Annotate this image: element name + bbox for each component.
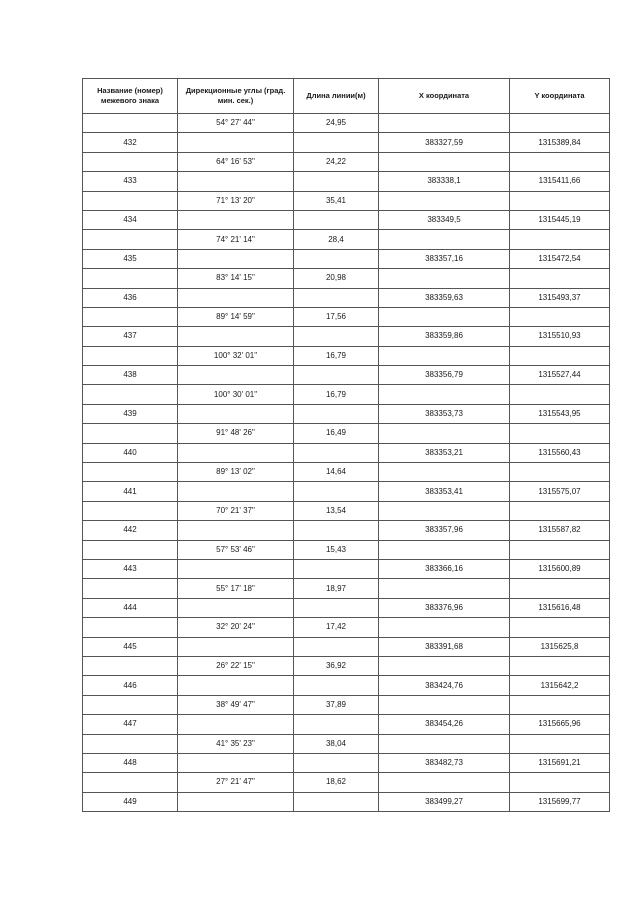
empty-cell [510, 463, 610, 482]
empty-cell [178, 792, 294, 811]
table-row-point [83, 443, 610, 462]
table-row-segment [83, 152, 610, 171]
empty-cell [510, 773, 610, 792]
empty-cell [178, 210, 294, 229]
empty-cell [83, 152, 178, 171]
empty-cell [510, 191, 610, 210]
table-row-point [83, 482, 610, 501]
x-coordinate-cell: 383353,41 [379, 482, 510, 501]
empty-cell [379, 734, 510, 753]
line-length-cell: 18,62 [294, 773, 379, 792]
empty-cell [379, 579, 510, 598]
x-coordinate-cell: 383359,63 [379, 288, 510, 307]
coordinates-table [82, 78, 610, 812]
table-row-segment [83, 385, 610, 404]
empty-cell [510, 230, 610, 249]
empty-cell [379, 618, 510, 637]
mark-name-cell: 448 [83, 753, 178, 772]
mark-name-cell: 432 [83, 133, 178, 152]
direction-angle-cell: 91° 48' 26" [178, 424, 294, 443]
table-row-segment [83, 579, 610, 598]
table-row-segment [83, 269, 610, 288]
y-coordinate-cell: 1315560,43 [510, 443, 610, 462]
empty-cell [83, 191, 178, 210]
mark-name-cell: 449 [83, 792, 178, 811]
empty-cell [83, 540, 178, 559]
empty-cell [178, 249, 294, 268]
empty-cell [510, 734, 610, 753]
empty-cell [178, 715, 294, 734]
line-length-cell: 13,54 [294, 501, 379, 520]
empty-cell [510, 501, 610, 520]
empty-cell [294, 288, 379, 307]
direction-angle-cell: 38° 49' 47" [178, 695, 294, 714]
empty-cell [379, 307, 510, 326]
table-row-segment [83, 734, 610, 753]
empty-cell [178, 559, 294, 578]
empty-cell [83, 501, 178, 520]
empty-cell [294, 559, 379, 578]
empty-cell [294, 753, 379, 772]
x-coordinate-cell: 383391,68 [379, 637, 510, 656]
empty-cell [294, 133, 379, 152]
empty-cell [178, 366, 294, 385]
x-coordinate-cell: 383482,73 [379, 753, 510, 772]
empty-cell [83, 269, 178, 288]
empty-cell [379, 114, 510, 133]
line-length-cell: 35,41 [294, 191, 379, 210]
line-length-cell: 20,98 [294, 269, 379, 288]
mark-name-cell: 441 [83, 482, 178, 501]
mark-name-cell: 445 [83, 637, 178, 656]
table-body [83, 114, 610, 812]
empty-cell [510, 346, 610, 365]
empty-cell [178, 404, 294, 423]
x-coordinate-cell: 383366,16 [379, 559, 510, 578]
x-coordinate-cell: 383499,27 [379, 792, 510, 811]
direction-angle-cell: 89° 13' 02" [178, 463, 294, 482]
empty-cell [510, 656, 610, 675]
direction-angle-cell: 83° 14' 15" [178, 269, 294, 288]
empty-cell [379, 230, 510, 249]
table-row-point [83, 249, 610, 268]
table-row-segment [83, 114, 610, 133]
x-coordinate-cell: 383327,59 [379, 133, 510, 152]
empty-cell [83, 463, 178, 482]
y-coordinate-cell: 1315575,07 [510, 482, 610, 501]
empty-cell [510, 424, 610, 443]
y-coordinate-cell: 1315616,48 [510, 598, 610, 617]
table-row-segment [83, 463, 610, 482]
table-row-point [83, 598, 610, 617]
table-row-segment [83, 695, 610, 714]
empty-cell [294, 249, 379, 268]
empty-cell [178, 288, 294, 307]
direction-angle-cell: 27° 21' 47" [178, 773, 294, 792]
table-row-point [83, 521, 610, 540]
direction-angle-cell: 71° 13' 20" [178, 191, 294, 210]
empty-cell [178, 172, 294, 191]
direction-angle-cell: 41° 35' 23" [178, 734, 294, 753]
y-coordinate-cell: 1315493,37 [510, 288, 610, 307]
x-coordinate-cell: 383376,96 [379, 598, 510, 617]
empty-cell [379, 385, 510, 404]
header-line-length: Длина линии(м) [294, 79, 379, 114]
empty-cell [510, 385, 610, 404]
empty-cell [379, 152, 510, 171]
table-row-point [83, 327, 610, 346]
empty-cell [83, 656, 178, 675]
empty-cell [83, 424, 178, 443]
y-coordinate-cell: 1315527,44 [510, 366, 610, 385]
empty-cell [178, 482, 294, 501]
empty-cell [178, 443, 294, 462]
line-length-cell: 15,43 [294, 540, 379, 559]
line-length-cell: 24,95 [294, 114, 379, 133]
empty-cell [510, 695, 610, 714]
table-row-point [83, 753, 610, 772]
y-coordinate-cell: 1315625,8 [510, 637, 610, 656]
line-length-cell: 17,42 [294, 618, 379, 637]
empty-cell [83, 618, 178, 637]
x-coordinate-cell: 383357,16 [379, 249, 510, 268]
x-coordinate-cell: 383353,21 [379, 443, 510, 462]
empty-cell [83, 773, 178, 792]
empty-cell [510, 540, 610, 559]
empty-cell [178, 598, 294, 617]
empty-cell [294, 521, 379, 540]
empty-cell [294, 482, 379, 501]
direction-angle-cell: 55° 17' 18" [178, 579, 294, 598]
mark-name-cell: 440 [83, 443, 178, 462]
x-coordinate-cell: 383356,79 [379, 366, 510, 385]
y-coordinate-cell: 1315411,66 [510, 172, 610, 191]
line-length-cell: 16,49 [294, 424, 379, 443]
empty-cell [379, 463, 510, 482]
line-length-cell: 16,79 [294, 385, 379, 404]
empty-cell [178, 676, 294, 695]
empty-cell [510, 579, 610, 598]
mark-name-cell: 435 [83, 249, 178, 268]
empty-cell [379, 191, 510, 210]
y-coordinate-cell: 1315543,95 [510, 404, 610, 423]
empty-cell [379, 695, 510, 714]
empty-cell [83, 734, 178, 753]
x-coordinate-cell: 383424,76 [379, 676, 510, 695]
empty-cell [294, 715, 379, 734]
empty-cell [83, 346, 178, 365]
mark-name-cell: 442 [83, 521, 178, 540]
table-row-point [83, 172, 610, 191]
empty-cell [178, 521, 294, 540]
empty-cell [294, 366, 379, 385]
y-coordinate-cell: 1315600,89 [510, 559, 610, 578]
mark-name-cell: 447 [83, 715, 178, 734]
empty-cell [294, 443, 379, 462]
empty-cell [178, 637, 294, 656]
empty-cell [178, 327, 294, 346]
y-coordinate-cell: 1315389,84 [510, 133, 610, 152]
x-coordinate-cell: 383349,5 [379, 210, 510, 229]
y-coordinate-cell: 1315445,19 [510, 210, 610, 229]
header-y-coordinate: Y координата [510, 79, 610, 114]
line-length-cell: 17,56 [294, 307, 379, 326]
empty-cell [510, 618, 610, 637]
empty-cell [379, 540, 510, 559]
empty-cell [294, 327, 379, 346]
line-length-cell: 28,4 [294, 230, 379, 249]
direction-angle-cell: 70° 21' 37" [178, 501, 294, 520]
mark-name-cell: 439 [83, 404, 178, 423]
line-length-cell: 18,97 [294, 579, 379, 598]
direction-angle-cell: 32° 20' 24" [178, 618, 294, 637]
mark-name-cell: 443 [83, 559, 178, 578]
empty-cell [83, 579, 178, 598]
line-length-cell: 14,64 [294, 463, 379, 482]
empty-cell [178, 753, 294, 772]
direction-angle-cell: 54° 27' 44" [178, 114, 294, 133]
empty-cell [294, 792, 379, 811]
line-length-cell: 38,04 [294, 734, 379, 753]
empty-cell [379, 424, 510, 443]
empty-cell [294, 598, 379, 617]
table-row-segment [83, 346, 610, 365]
table-row-point [83, 366, 610, 385]
direction-angle-cell: 57° 53' 46" [178, 540, 294, 559]
table-row-segment [83, 307, 610, 326]
empty-cell [178, 133, 294, 152]
y-coordinate-cell: 1315642,2 [510, 676, 610, 695]
y-coordinate-cell: 1315510,93 [510, 327, 610, 346]
empty-cell [83, 385, 178, 404]
table-row-point [83, 676, 610, 695]
mark-name-cell: 444 [83, 598, 178, 617]
empty-cell [83, 114, 178, 133]
table-row-point [83, 210, 610, 229]
empty-cell [294, 676, 379, 695]
mark-name-cell: 446 [83, 676, 178, 695]
mark-name-cell: 434 [83, 210, 178, 229]
table-row-segment [83, 230, 610, 249]
table-row-point [83, 288, 610, 307]
empty-cell [294, 210, 379, 229]
empty-cell [294, 637, 379, 656]
x-coordinate-cell: 383359,86 [379, 327, 510, 346]
table-row-segment [83, 656, 610, 675]
empty-cell [379, 656, 510, 675]
table-row-point [83, 715, 610, 734]
document-page [82, 78, 610, 812]
y-coordinate-cell: 1315587,82 [510, 521, 610, 540]
table-row-segment [83, 501, 610, 520]
x-coordinate-cell: 383353,73 [379, 404, 510, 423]
x-coordinate-cell: 383338,1 [379, 172, 510, 191]
table-row-segment [83, 540, 610, 559]
y-coordinate-cell: 1315691,21 [510, 753, 610, 772]
mark-name-cell: 438 [83, 366, 178, 385]
empty-cell [83, 230, 178, 249]
table-header-row [83, 79, 610, 114]
direction-angle-cell: 74° 21' 14" [178, 230, 294, 249]
header-x-coordinate: X координата [379, 79, 510, 114]
direction-angle-cell: 64° 16' 53" [178, 152, 294, 171]
table-row-point [83, 404, 610, 423]
empty-cell [379, 501, 510, 520]
empty-cell [379, 346, 510, 365]
empty-cell [83, 307, 178, 326]
empty-cell [510, 152, 610, 171]
direction-angle-cell: 89° 14' 59" [178, 307, 294, 326]
table-row-point [83, 133, 610, 152]
table-row-segment [83, 773, 610, 792]
direction-angle-cell: 100° 32' 01" [178, 346, 294, 365]
table-row-segment [83, 424, 610, 443]
table-row-segment [83, 618, 610, 637]
y-coordinate-cell: 1315665,96 [510, 715, 610, 734]
empty-cell [510, 269, 610, 288]
table-row-segment [83, 191, 610, 210]
mark-name-cell: 436 [83, 288, 178, 307]
y-coordinate-cell: 1315472,54 [510, 249, 610, 268]
empty-cell [510, 307, 610, 326]
direction-angle-cell: 26° 22' 15" [178, 656, 294, 675]
line-length-cell: 36,92 [294, 656, 379, 675]
x-coordinate-cell: 383454,26 [379, 715, 510, 734]
line-length-cell: 37,89 [294, 695, 379, 714]
empty-cell [294, 404, 379, 423]
empty-cell [379, 773, 510, 792]
empty-cell [379, 269, 510, 288]
table-row-point [83, 559, 610, 578]
direction-angle-cell: 100° 30' 01" [178, 385, 294, 404]
x-coordinate-cell: 383357,96 [379, 521, 510, 540]
mark-name-cell: 433 [83, 172, 178, 191]
header-direction-angle: Дирекционные углы (град. мин. сек.) [178, 79, 294, 114]
line-length-cell: 16,79 [294, 346, 379, 365]
line-length-cell: 24,22 [294, 152, 379, 171]
empty-cell [510, 114, 610, 133]
y-coordinate-cell: 1315699,77 [510, 792, 610, 811]
header-mark-name: Название (номер) межевого знака [83, 79, 178, 114]
empty-cell [83, 695, 178, 714]
table-row-point [83, 637, 610, 656]
mark-name-cell: 437 [83, 327, 178, 346]
table-row-point [83, 792, 610, 811]
empty-cell [294, 172, 379, 191]
